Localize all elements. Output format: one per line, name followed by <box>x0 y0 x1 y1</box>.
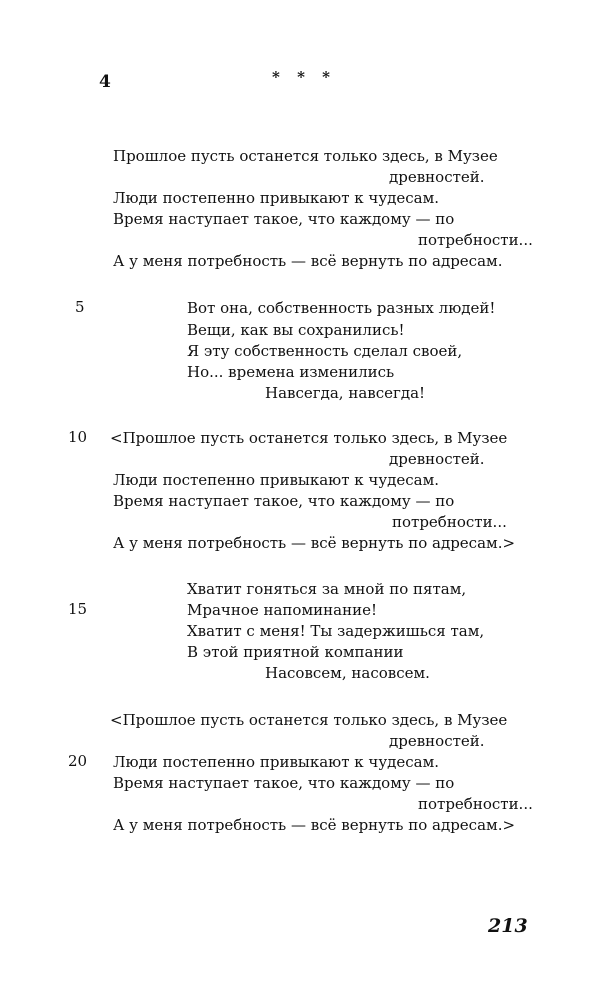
verse-line: Мрачное напоминание! <box>187 601 377 619</box>
section-divider-stars: * * * <box>272 68 336 86</box>
verse-line: Люди постепенно привыкают к чудесам. <box>113 189 440 207</box>
verse-line: Время наступает такое, что каждому — по <box>113 492 455 510</box>
verse-line: А у меня потребность — всё вернуть по адресам. <box>113 252 503 270</box>
verse-line: Люди постепенно привыкают к чудесам. <box>113 471 440 489</box>
line-number: 15 <box>68 600 88 618</box>
verse-line: древностей. <box>389 450 485 468</box>
verse-line: В этой приятной компании <box>187 643 404 661</box>
verse-line: древностей. <box>389 168 485 186</box>
verse-line: Хватит с меня! Ты задержишься там, <box>187 622 485 640</box>
verse-line: потребности... <box>418 231 533 249</box>
verse-line: Но... времена изменились <box>187 363 395 381</box>
section-number: 4 <box>99 72 111 92</box>
verse-line: потребности... <box>418 795 533 813</box>
verse-line: А у меня потребность — всё вернуть по адресам.> <box>113 534 516 552</box>
verse-line: Насовсем, насовсем. <box>265 664 430 682</box>
line-number: 10 <box>68 428 88 446</box>
verse-line: Люди постепенно привыкают к чудесам. <box>113 753 440 771</box>
verse-line: <Прошлое пусть останется только здесь, в Музее <box>110 429 508 447</box>
verse-line: А у меня потребность — всё вернуть по адресам.> <box>113 816 516 834</box>
line-number: 20 <box>68 752 88 770</box>
verse-line: древностей. <box>389 732 485 750</box>
verse-line: Время наступает такое, что каждому — по <box>113 210 455 228</box>
verse-line: <Прошлое пусть останется только здесь, в Музее <box>110 711 508 729</box>
verse-line: Вещи, как вы сохранились! <box>187 321 405 339</box>
verse-line: Я эту собственность сделал своей, <box>187 342 463 360</box>
verse-line: Хватит гоняться за мной по пятам, <box>187 580 467 598</box>
verse-line: Вот она, собственность разных людей! <box>187 299 496 317</box>
page-number: 213 <box>488 915 528 937</box>
verse-line: Время наступает такое, что каждому — по <box>113 774 455 792</box>
line-number: 5 <box>75 298 85 316</box>
verse-line: потребности... <box>392 513 507 531</box>
verse-line: Прошлое пусть останется только здесь, в Музее <box>113 147 498 165</box>
verse-line: Навсегда, навсегда! <box>265 384 426 402</box>
